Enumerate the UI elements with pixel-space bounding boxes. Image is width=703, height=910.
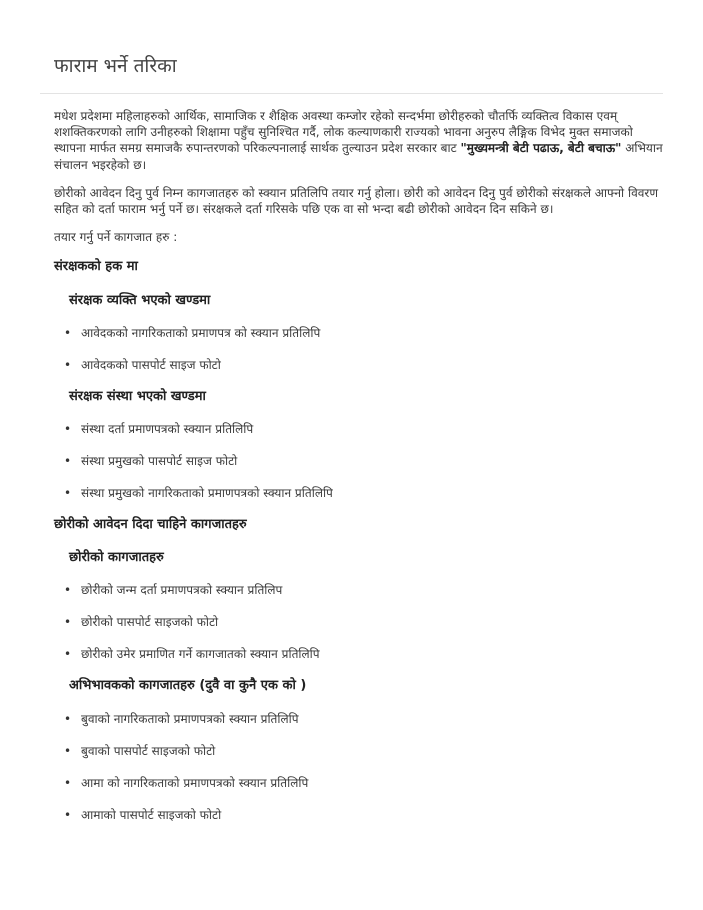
page-title: फाराम भर्ने तरिका bbox=[54, 55, 177, 77]
section-heading-daughter-application: छोरीको आवेदन दिदा चाहिने कागजातहरु bbox=[54, 517, 247, 533]
group-heading-guardian-person: संरक्षक व्यक्ति भएको खण्डमा bbox=[69, 292, 211, 308]
parent-docs-list bbox=[54, 711, 666, 823]
content-area bbox=[54, 108, 666, 839]
list-item: • बुवाको पासपोर्ट साइजको फोटो bbox=[54, 743, 666, 759]
list-item: • संस्था दर्ता प्रमाणपत्रको स्क्यान प्रतिलिपि bbox=[54, 421, 666, 437]
group-heading-parent-docs: अभिभावकको कागजातहरु (दुवै वा कुनै एक को ) bbox=[69, 678, 307, 694]
list-item: • छोरीको जन्म दर्ता प्रमाणपत्रको स्क्यान प्रतिलिप bbox=[54, 582, 666, 598]
list-item: • आवेदकको पासपोर्ट साइज फोटो bbox=[54, 357, 666, 373]
list-item: • आवेदकको नागरिकताको प्रमाणपत्र को स्क्यान प्रतिलिपि bbox=[54, 325, 666, 341]
list-item: • बुवाको नागरिकताको प्रमाणपत्रको स्क्यान प्रतिलिपि bbox=[54, 711, 666, 727]
list-item: • संस्था प्रमुखको पासपोर्ट साइज फोटो bbox=[54, 453, 666, 469]
intro-text: मधेश प्रदेशमा महिलाहरुको आर्थिक, सामाजिक र शैक्षिक अवस्था कम्जोर रहेको सन्दर्भमा छोरीहरुको चौतर्फि व्यक्तित्व विकास एवम् शशक्तिकरणको लागि उनीहरुको शिक्षामा पहुँच सुनिश्चित गर्दै, लोक कल्याणकारी राज्यको भावना अनुरुप लैङ्गिक विभेद मुक्त समाजको स्थापना मार्फत समग्र समाजकै रुपान्तरणको परिकल्पनालाई सार्थक तुल्याउन प्रदेश सरकार बाट bbox=[54, 109, 633, 156]
group-heading-guardian-organization: संरक्षक संस्था भएको खण्डमा bbox=[69, 388, 206, 404]
intro-suffix: अभियान संचालन भइरहेको छ। bbox=[54, 141, 663, 172]
list-item: • छोरीको उमेर प्रमाणित गर्ने कागजातको स्क्यान प्रतिलिपि bbox=[54, 646, 666, 662]
intro-paragraph bbox=[54, 108, 666, 173]
group-heading-daughter-docs: छोरीको कागजातहरु bbox=[69, 550, 164, 566]
list-item: • आमा को नागरिकताको प्रमाणपत्रको स्क्यान प्रतिलिपि bbox=[54, 775, 666, 791]
daughter-docs-list bbox=[54, 582, 666, 662]
section-heading-guardian: संरक्षकको हक मा bbox=[54, 259, 138, 275]
docs-label: तयार गर्नु पर्ने कागजात हरु : bbox=[54, 230, 178, 245]
apply-note: छोरीको आवेदन दिनु पुर्व निम्न कागजातहरु को स्क्यान प्रतिलिपि तयार गर्नु होला। छोरी को आवेदन दिनु पुर्व छोरीको संरक्षकले आफ्नो विवरण सहित को दर्ता फाराम भर्नु पर्ने छ। संरक्षकले दर्ता गरिसके पछि एक वा सो भन्दा बढी छोरीको आवेदन दिन सकिने छ। bbox=[54, 185, 658, 217]
guardian-organization-docs-list bbox=[54, 421, 666, 501]
list-item: • संस्था प्रमुखको नागरिकताको प्रमाणपत्रको स्क्यान प्रतिलिपि bbox=[54, 485, 666, 501]
title-divider bbox=[40, 93, 663, 94]
list-item: • आमाको पासपोर्ट साइजको फोटो bbox=[54, 807, 666, 823]
campaign-name: "मुख्यमन्त्री बेटी पढाऊ, बेटी बचाऊ" bbox=[460, 141, 622, 156]
list-item: • छोरीको पासपोर्ट साइजको फोटो bbox=[54, 614, 666, 630]
guardian-person-docs-list bbox=[54, 325, 666, 373]
